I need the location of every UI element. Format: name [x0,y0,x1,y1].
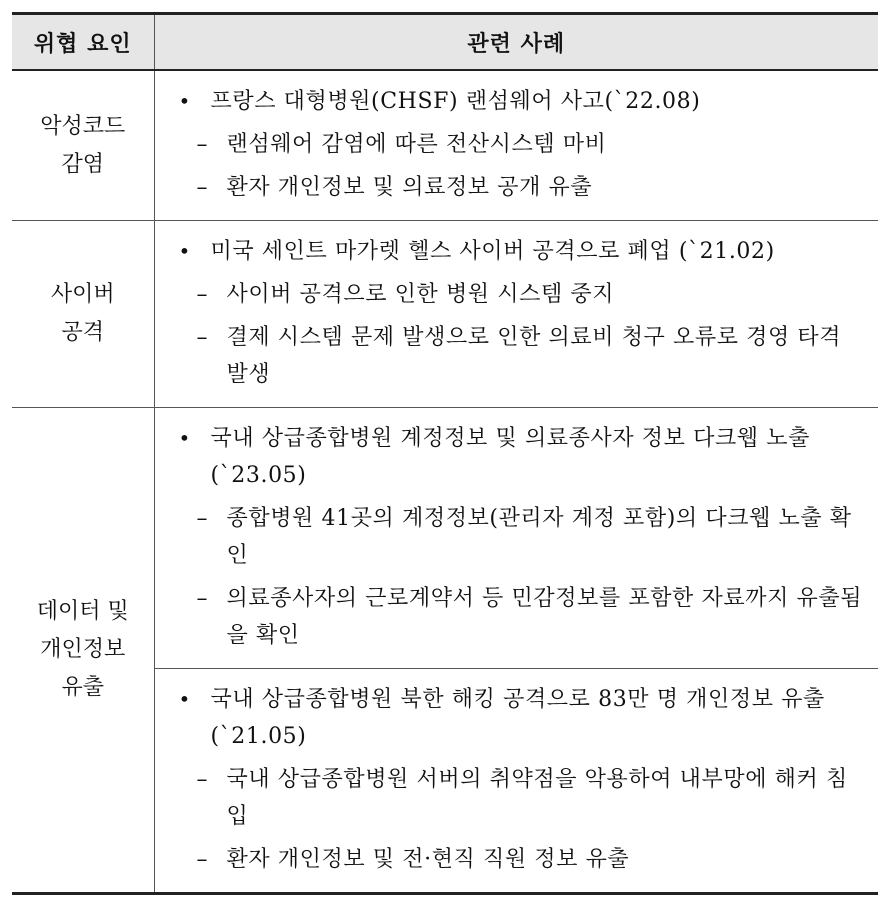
case-headline [169,83,865,120]
table-row-malware [12,70,878,221]
case-detail-text: 의료종사자의 근로계약서 등 민감정보를 포함한 자료까지 유출됨을 확인 [226,586,863,648]
table-row-data-leakage [12,408,878,669]
case-headline-text: 프랑스 대형병원(CHSF) 랜섬웨어 사고(`22.08) [210,89,701,114]
case-detail [169,276,865,313]
table-header-row [12,14,878,71]
case-detail-text: 환자 개인정보 및 의료정보 공개 유출 [226,175,593,200]
factor-line: 데이터 및 [36,599,129,624]
factor-cell [12,408,154,894]
bullet-icon: • [178,687,191,711]
bullet-icon: • [178,89,191,113]
case-detail [169,169,865,206]
case-block [155,669,879,892]
case-cell [154,669,878,894]
case-detail-text: 국내 상급종합병원 서버의 취약점을 악용하여 내부망에 해커 침입 [226,767,848,829]
dash-icon: – [196,325,209,350]
factor-line: 사이버 [50,282,115,307]
case-cell [154,408,878,669]
dash-icon: – [196,132,209,157]
bullet-icon: • [178,426,191,450]
case-detail-text: 종합병원 41곳의 계정정보(관리자 계정 포함)의 다크웹 노출 확인 [226,506,852,568]
case-detail [169,580,865,654]
dash-icon: – [196,767,209,792]
factor-cell [12,70,154,221]
header-threat-factor: 위협 요인 [12,14,154,71]
case-detail [169,841,865,878]
case-detail [169,319,865,393]
factor-line: 감염 [61,151,104,177]
case-detail-text: 환자 개인정보 및 전·현직 직원 정보 유출 [226,847,630,872]
case-block [155,221,879,407]
dash-icon: – [196,506,209,531]
bullet-icon: • [178,239,191,263]
dash-icon: – [196,586,209,611]
case-headline [169,420,865,494]
dash-icon: – [196,282,209,307]
case-detail-text: 랜섬웨어 감염에 따른 전산시스템 마비 [226,132,607,157]
case-detail [169,126,865,163]
dash-icon: – [196,847,209,872]
case-detail [169,500,865,574]
factor-cell [12,221,154,408]
factor-line: 악성코드 [40,113,126,139]
dash-icon: – [196,175,209,200]
case-headline-text: 국내 상급종합병원 북한 해킹 공격으로 83만 명 개인정보 유출 (`21.05) [210,687,825,749]
header-related-cases: 관련 사례 [154,14,878,71]
case-detail-text: 결제 시스템 문제 발생으로 인한 의료비 청구 오류로 경영 타격 발생 [226,325,842,387]
factor-line: 공격 [61,320,104,345]
case-detail-text: 사이버 공격으로 인한 병원 시스템 중지 [226,282,615,307]
case-cell [154,221,878,408]
case-block [155,71,879,220]
threat-cases-table [12,12,878,895]
case-headline [169,233,865,270]
case-headline-text: 국내 상급종합병원 계정정보 및 의료종사자 정보 다크웹 노출 (`23.05) [210,426,810,488]
case-block [155,408,879,668]
factor-line: 유출 [61,675,104,700]
case-headline-text: 미국 세인트 마가렛 헬스 사이버 공격으로 폐업 (`21.02) [210,239,775,264]
table-row-cyber-attack [12,221,878,408]
case-detail [169,761,865,835]
case-cell [154,70,878,221]
factor-line: 개인정보 [40,637,126,662]
case-headline [169,681,865,755]
